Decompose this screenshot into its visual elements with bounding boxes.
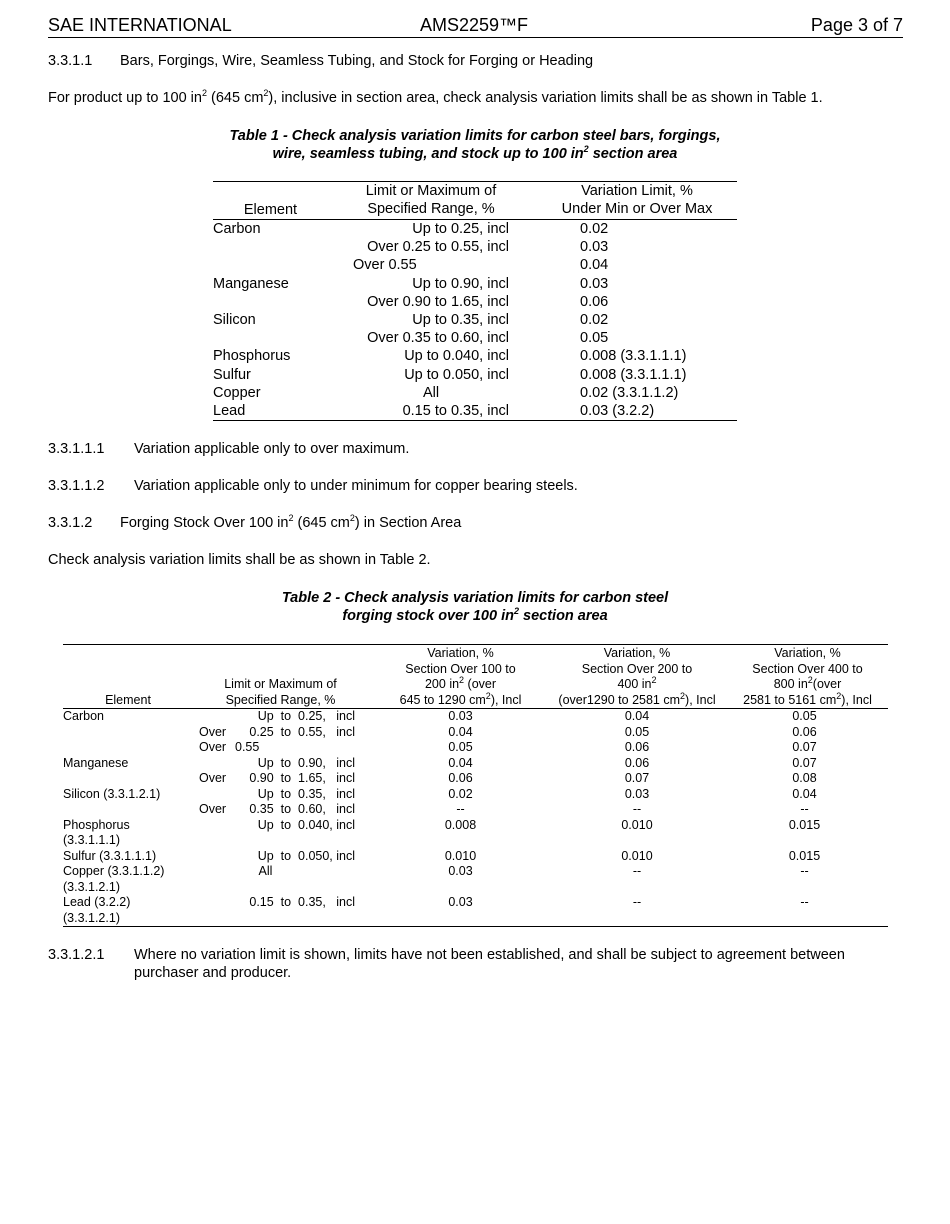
head-sup: 2 (651, 674, 657, 685)
table1-caption (0, 127, 950, 163)
cell-variation-b: 0.07 (624, 771, 650, 785)
head-sup: 2 (836, 690, 842, 701)
intro1-text-a: For product up to 100 in (48, 90, 202, 106)
head-line: Variation, % (427, 646, 494, 660)
head-sup: 2 (459, 674, 465, 685)
cell-element: Manganese (213, 275, 289, 292)
range-value: 0.55 (235, 740, 260, 754)
header-page-number: Page 3 of 7 (810, 15, 903, 35)
cell-range: All (258, 864, 273, 878)
note-number: 3.3.1.2.1 (48, 947, 105, 963)
head-text: (over (812, 677, 842, 691)
table-row (63, 756, 888, 772)
cell-variation: 0.03 (580, 239, 609, 256)
cell-variation-a: 0.008 (444, 817, 477, 832)
section-number: 3.3.1.2 (48, 515, 93, 531)
table-row (213, 238, 737, 256)
intro-paragraph-1 (48, 90, 823, 106)
cell-element: Copper (213, 384, 261, 401)
range-value: Up to 0.050, incl (257, 848, 355, 863)
head-text: ), Incl (841, 692, 872, 707)
cell-element: Phosphorus (3.3.1.1.1) (63, 817, 130, 847)
head-sup: 2 (807, 674, 813, 685)
section-3312-heading (48, 513, 462, 531)
cell-range: Up to 0.050, incl (404, 366, 509, 383)
note-text-line1: Where no variation limit is shown, limits have not been established, and shall be subject to agreement between (134, 947, 845, 963)
head-text: 200 in (424, 677, 460, 691)
head-text: 645 to 1290 cm (399, 692, 486, 707)
cell-variation-a: 0.04 (448, 724, 473, 739)
table2-head-element: Element (105, 692, 151, 707)
cell-variation: 0.05 (580, 330, 609, 347)
table-row (213, 384, 737, 402)
cell-variation-c: 0.07 (792, 740, 817, 754)
table2-caption-line2 (0, 607, 950, 625)
head-text: (over1290 to 2581 cm (558, 692, 681, 707)
section-number: 3.3.1.1 (48, 53, 93, 69)
table-row (63, 818, 888, 849)
cell-variation-b: -- (632, 895, 642, 909)
intro1-text-b: (645 cm (206, 90, 264, 106)
caption-sup: 2 (513, 606, 519, 617)
range-prefix: Over (199, 740, 227, 754)
intro1-text-c: ), inclusive in section area, check analysis variation limits shall be as shown in Table 1. (268, 90, 823, 106)
table-row (63, 849, 888, 865)
table-row (213, 293, 737, 311)
cell-element: Carbon (213, 221, 261, 237)
cell-variation: 0.03 (3.2.2) (580, 402, 655, 419)
cell-range: Up to 0.25, incl (412, 221, 509, 237)
range-value: Up to 0.90, incl (257, 755, 355, 770)
cell-variation-a: 0.010 (444, 848, 477, 863)
head-line: Under Min or Over Max (561, 201, 713, 217)
cell-variation-c: 0.07 (792, 755, 817, 770)
cell-element: Copper (3.3.1.1.2) (3.3.1.2.1) (63, 864, 165, 894)
table-row (63, 771, 888, 787)
cell-range: Up to 0.90, incl (412, 275, 509, 292)
range-value: 0.25 to 0.55, incl (249, 724, 355, 739)
head-sup: 2 (680, 690, 686, 701)
cell-variation-b: 0.03 (624, 786, 650, 801)
table2-head-col-c (727, 646, 888, 708)
table-row (213, 220, 737, 238)
head-text: 2581 to 5161 cm (743, 692, 837, 707)
head-line (549, 674, 725, 693)
head-line: Variation, % (774, 646, 841, 660)
title-text-c: ) in Section Area (354, 515, 462, 531)
intro-paragraph-2: Check analysis variation limits shall be as shown in Table 2. (48, 552, 431, 568)
table1-body (213, 220, 737, 420)
cell-variation-a: 0.06 (448, 771, 473, 785)
head-text: (over (464, 677, 497, 691)
head-text: ), Incl (490, 692, 522, 707)
intro1-sup-b: 2 (263, 88, 269, 99)
cell-variation-b: 0.06 (624, 755, 650, 770)
table2 (63, 644, 888, 927)
head-line: Section Over 100 to (405, 661, 516, 676)
table-row (213, 256, 737, 274)
table-row (63, 802, 888, 818)
page-header (48, 15, 903, 38)
caption-sup: 2 (583, 144, 589, 155)
section-title (120, 515, 461, 531)
table1 (213, 181, 737, 421)
section-title: Bars, Forgings, Wire, Seamless Tubing, and Stock for Forging or Heading (120, 53, 594, 69)
cell-range: Over 0.55 (353, 257, 417, 274)
table-row (213, 347, 737, 365)
cell-element: Sulfur (3.3.1.1.1) (63, 848, 157, 863)
cell-variation-c: 0.015 (788, 848, 821, 863)
note-33111 (48, 441, 410, 457)
table-row (213, 311, 737, 329)
table-row (63, 864, 888, 895)
cell-variation-b: -- (632, 802, 642, 816)
cell-range: Up to 0.35, incl (412, 311, 509, 328)
head-line: Specified Range, % (367, 201, 495, 217)
head-line: Section Over 400 to (752, 661, 863, 676)
cell-variation-c: 0.015 (788, 817, 821, 832)
cell-variation-a: 0.03 (448, 709, 473, 723)
cell-variation-c: 0.06 (792, 724, 817, 739)
head-sup: 2 (485, 690, 491, 701)
cell-element: Sulfur (213, 366, 251, 383)
cell-variation-b: 0.010 (621, 848, 653, 863)
cell-element: Lead (3.2.2) (3.3.1.2.1) (63, 895, 131, 925)
table-row (63, 725, 888, 741)
table1-head-element: Element (243, 202, 298, 218)
cell-variation-c: 0.05 (792, 709, 817, 723)
cell-variation-a: 0.04 (448, 755, 473, 770)
head-line: Variation Limit, % (581, 183, 693, 199)
cell-variation: 0.04 (580, 257, 609, 274)
table-row (63, 709, 888, 725)
table1-head-variation (543, 182, 731, 218)
range-value: Up to 0.35, incl (257, 786, 355, 801)
title-sup-a: 2 (288, 513, 294, 524)
intro1-sup-a: 2 (201, 88, 207, 99)
caption-text-end: section area (588, 146, 678, 162)
head-line: Limit or Maximum of (224, 677, 337, 691)
head-text: 400 in (617, 677, 652, 691)
title-text-a: Forging Stock Over 100 in (120, 515, 289, 531)
cell-range: Up to 0.040, incl (404, 348, 509, 365)
head-line (727, 674, 888, 693)
table1-caption-line2 (0, 145, 950, 163)
cell-variation-c: -- (800, 802, 809, 816)
table-row (213, 402, 737, 420)
head-line: Section Over 200 to (581, 661, 693, 676)
cell-variation: 0.02 (580, 311, 609, 328)
note-33112 (48, 478, 578, 494)
range-value: 0.90 to 1.65, incl (249, 771, 355, 785)
cell-variation-a: 0.03 (448, 864, 473, 878)
note-number: 3.3.1.1.1 (48, 441, 105, 457)
note-33121 (48, 946, 845, 981)
cell-variation-b: 0.010 (621, 817, 653, 832)
note-text: Variation applicable only to over maximum. (134, 441, 410, 457)
cell-element: Lead (213, 402, 246, 419)
header-doc-id: AMS2259™F (420, 15, 529, 35)
cell-variation: 0.06 (580, 293, 609, 310)
range-prefix: Over (199, 724, 227, 739)
table1-header-row (213, 182, 737, 220)
table1-caption-line1: Table 1 - Check analysis variation limits for carbon steel bars, forgings, (229, 128, 721, 144)
header-org: SAE INTERNATIONAL (48, 15, 232, 35)
table2-head-col-a (363, 646, 558, 708)
range-value: Up to 0.040, incl (257, 817, 355, 832)
table2-head-range (193, 677, 368, 708)
cell-range: Over 0.25 to 0.55, incl (367, 239, 509, 256)
cell-variation-c: 0.04 (792, 786, 817, 801)
cell-variation-a: 0.05 (448, 740, 473, 754)
cell-element: Silicon (213, 311, 256, 328)
cell-variation-b: -- (632, 864, 642, 878)
cell-variation-c: -- (800, 864, 809, 878)
head-line (549, 690, 725, 709)
cell-element: Phosphorus (213, 348, 291, 365)
range-prefix: Over (199, 802, 227, 816)
caption-text: wire, seamless tubing, and stock up to 100 in (272, 146, 584, 162)
cell-variation-b: 0.05 (624, 724, 650, 739)
table2-caption (0, 589, 950, 625)
cell-variation-a: 0.03 (448, 895, 473, 909)
table2-body (63, 709, 888, 926)
note-number: 3.3.1.1.2 (48, 478, 105, 494)
table1-head-range (343, 182, 519, 218)
note-text: Variation applicable only to under minimum for copper bearing steels. (134, 478, 578, 494)
section-3311-heading (48, 53, 594, 69)
cell-range: 0.15 to 0.35, incl (402, 402, 509, 419)
table-row (213, 275, 737, 293)
table-row (63, 740, 888, 756)
cell-variation: 0.008 (3.3.1.1.1) (580, 348, 687, 365)
cell-variation: 0.02 (580, 221, 609, 237)
head-line (363, 690, 558, 709)
cell-range: Over 0.90 to 1.65, incl (367, 293, 509, 310)
cell-variation-b: 0.06 (624, 740, 650, 754)
table-row (63, 787, 888, 803)
head-line: Limit or Maximum of (365, 183, 497, 199)
cell-variation-c: -- (800, 895, 809, 909)
head-line (727, 690, 888, 709)
title-sup-b: 2 (349, 513, 355, 524)
cell-variation: 0.008 (3.3.1.1.1) (580, 366, 687, 383)
cell-variation: 0.02 (3.3.1.1.2) (580, 384, 679, 401)
cell-range: All (422, 384, 440, 401)
table-row (213, 366, 737, 384)
table2-head-col-b (549, 646, 725, 708)
caption-text: forging stock over 100 in (342, 608, 514, 624)
head-line: Variation, % (603, 646, 671, 660)
table-row (213, 329, 737, 347)
range-prefix: Over (199, 771, 227, 785)
table2-header-row (63, 645, 888, 709)
title-text-b: (645 cm (293, 515, 350, 531)
head-text: 800 in (773, 677, 808, 691)
range-value: 0.35 to 0.60, incl (249, 802, 355, 816)
range-value: Up to 0.25, incl (257, 709, 355, 723)
note-text-line2: purchaser and producer. (134, 965, 292, 981)
head-text: ), Incl (685, 692, 716, 707)
cell-variation-a: 0.02 (448, 786, 473, 801)
head-line (363, 674, 558, 693)
cell-element: Manganese (63, 755, 129, 770)
cell-element: Carbon (63, 709, 104, 723)
table-row (63, 895, 888, 926)
range-value: 0.15 to 0.35, incl (249, 895, 355, 909)
cell-range: Over 0.35 to 0.60, incl (367, 330, 509, 347)
head-line: Specified Range, % (225, 692, 336, 707)
cell-variation-b: 0.04 (624, 709, 650, 723)
caption-text-end: section area (518, 608, 608, 624)
cell-variation: 0.03 (580, 275, 609, 292)
cell-variation-a: -- (456, 802, 465, 816)
cell-element: Silicon (3.3.1.2.1) (63, 786, 161, 801)
cell-variation-c: 0.08 (792, 771, 817, 785)
table2-caption-line1: Table 2 - Check analysis variation limits for carbon steel (281, 590, 669, 606)
